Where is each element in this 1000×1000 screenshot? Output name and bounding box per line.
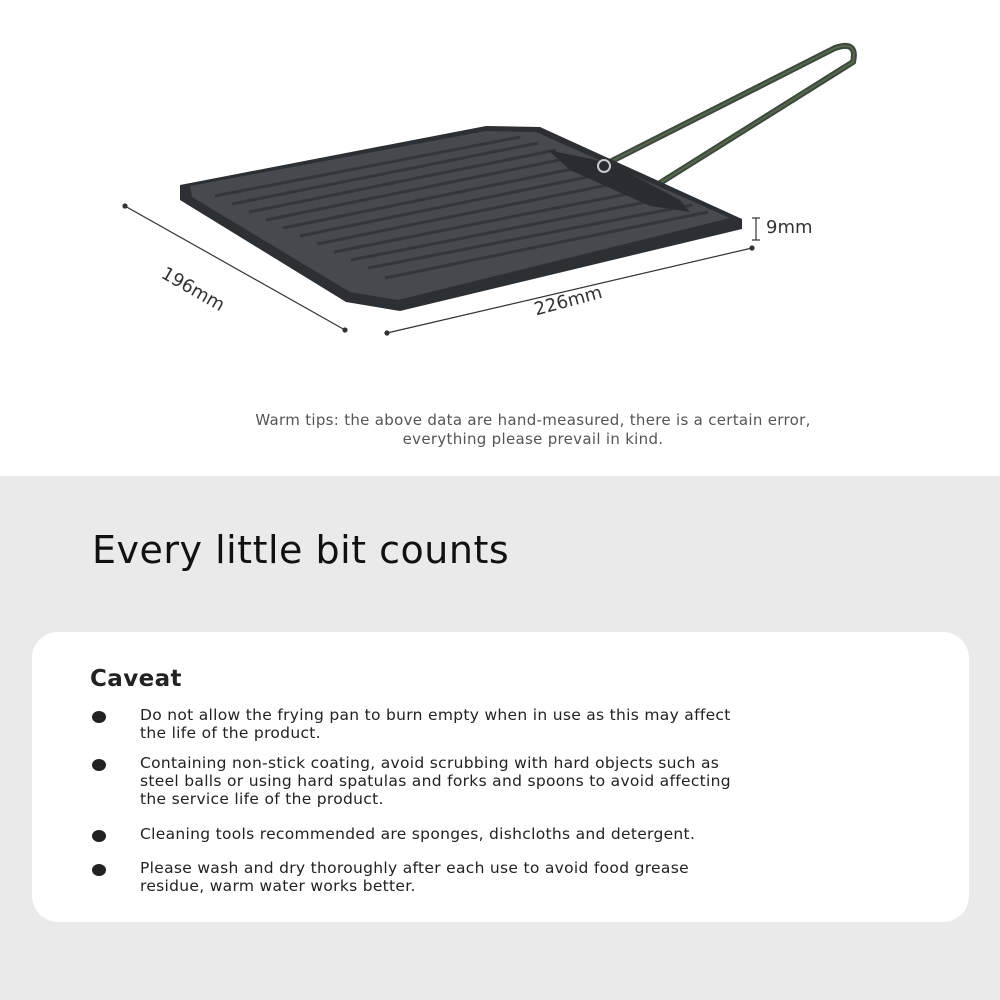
caveat-item [92, 825, 960, 843]
caveat-item-line: residue, warm water works better. [140, 877, 416, 895]
bullet-dot-icon [92, 830, 106, 842]
caveat-item-line: Cleaning tools recommended are sponges, dishcloths and detergent. [140, 825, 696, 843]
pan-handle-inner [598, 46, 854, 183]
bullet-dot-icon [92, 711, 106, 723]
caveat-title: Caveat [90, 666, 182, 692]
caveat-item-line: Do not allow the frying pan to burn empty when in use as this may affect [140, 706, 731, 724]
warm-tips-line-2: everything please prevail in kind. [402, 430, 664, 448]
caveat-item-line: steel balls or using hard spatulas and forks and spoons to avoid affecting [140, 772, 731, 790]
thickness-dimension-label: 9mm [766, 217, 813, 238]
section-headline: Every little bit counts [92, 528, 510, 572]
caveat-item [92, 706, 960, 742]
caveat-item [92, 754, 960, 808]
depth-dimension-label: 196mm [157, 263, 229, 316]
product-dimension-section [0, 0, 1000, 476]
pan-handle [598, 46, 854, 183]
width-dimension-label: 226mm [532, 282, 605, 321]
caveat-item-line: Please wash and dry thoroughly after each use to avoid food grease [140, 859, 689, 877]
warm-tips-line-1: Warm tips: the above data are hand-measured, there is a certain error, [255, 411, 811, 429]
bullet-dot-icon [92, 864, 106, 876]
caveat-item [92, 859, 960, 895]
frying-pan-illustration [0, 0, 1000, 400]
caveat-item-line: the life of the product. [140, 724, 321, 742]
bullet-dot-icon [92, 759, 106, 771]
caveat-card [32, 632, 969, 922]
warm-tips-note [100, 411, 966, 449]
caveat-item-line: Containing non-stick coating, avoid scrubbing with hard objects such as [140, 754, 720, 772]
caveat-item-line: the service life of the product. [140, 790, 384, 808]
